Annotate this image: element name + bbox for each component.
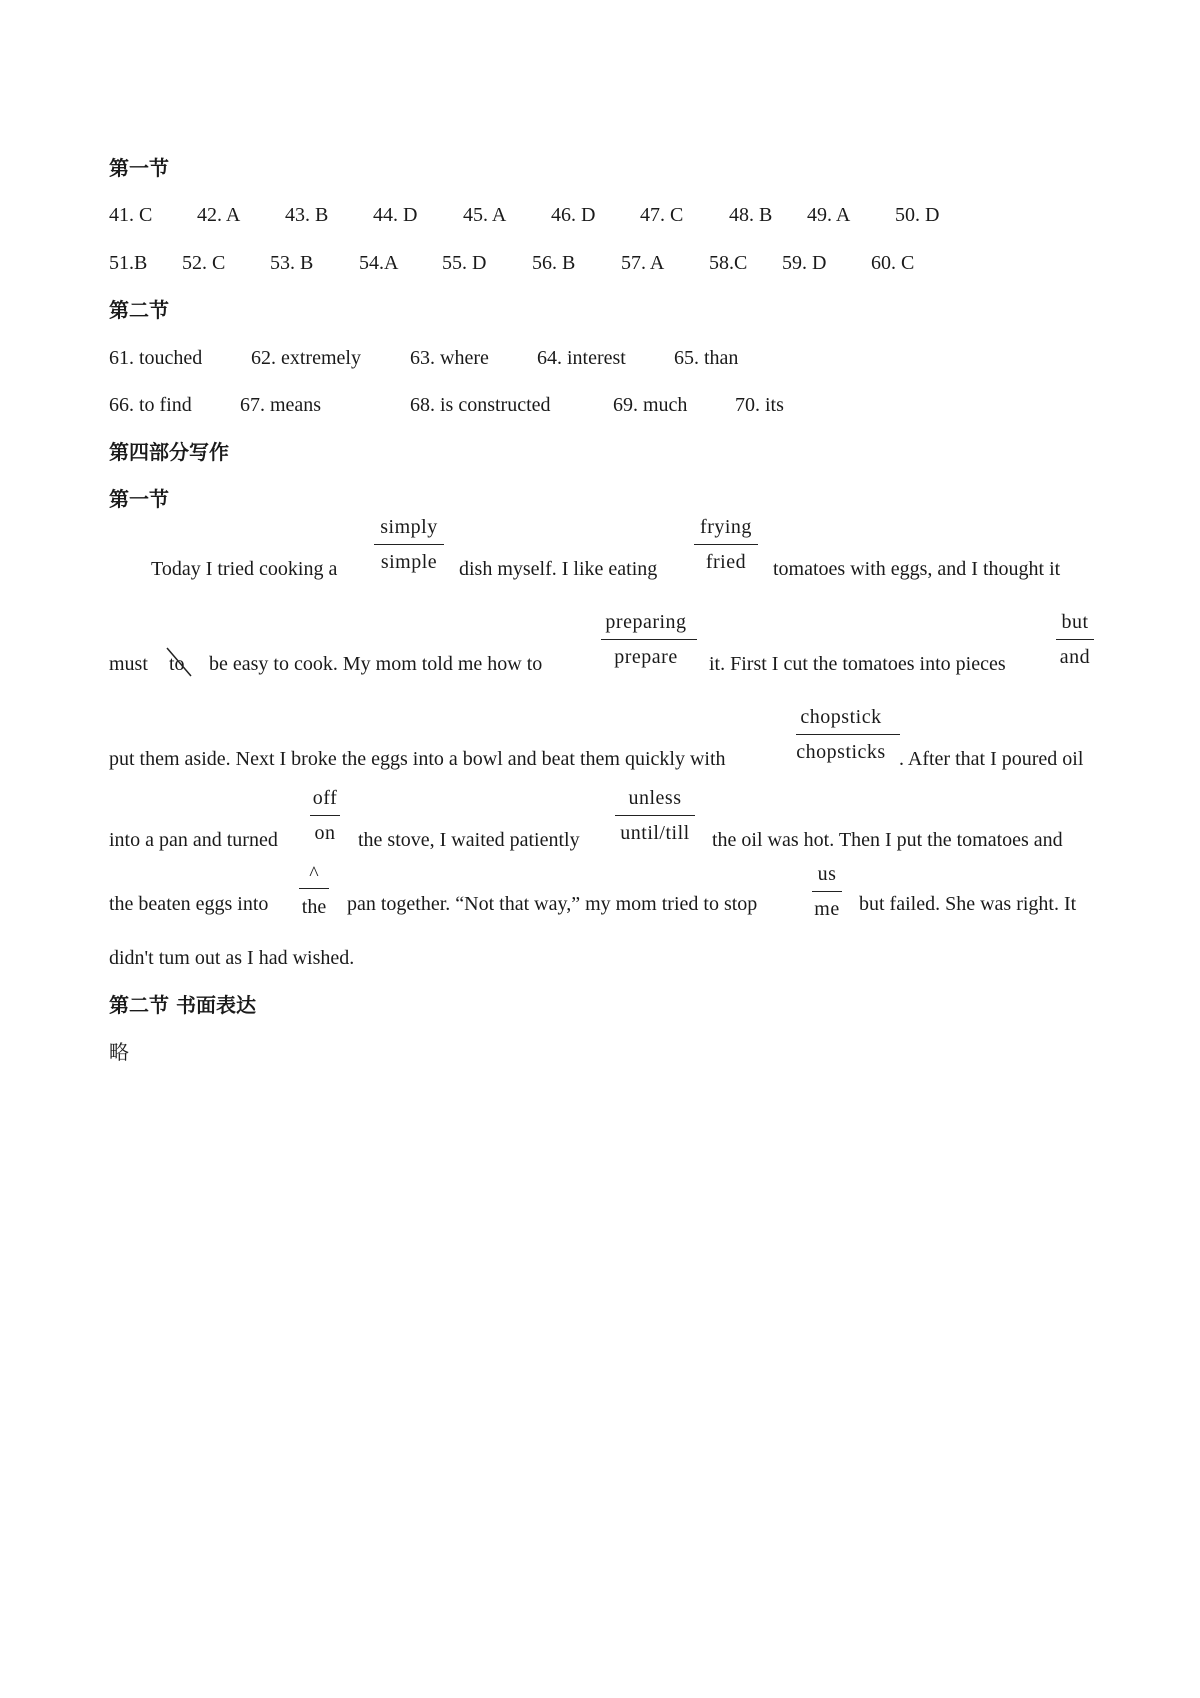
correction-right: simple xyxy=(380,551,438,573)
essay-text: be easy to cook. My mom told me how to xyxy=(209,653,543,675)
part-four-heading: 第四部分写作 xyxy=(109,440,229,464)
correction-chopstick-chopsticks xyxy=(796,705,886,764)
correction-bar xyxy=(374,544,444,545)
answer-48: 48. B xyxy=(729,204,773,226)
correction-wrong: but xyxy=(1061,611,1089,633)
answer-55: 55. D xyxy=(442,252,487,274)
omitted-note: 略 xyxy=(109,1040,129,1064)
correction-frying-fried xyxy=(681,515,771,574)
correction-right: and xyxy=(1059,646,1091,668)
section-heading-2: 第二节 xyxy=(109,298,169,322)
correction-wrong: us xyxy=(817,863,837,885)
correction-preparing-prepare xyxy=(601,610,691,669)
correction-bar xyxy=(812,891,842,892)
correction-bar xyxy=(615,815,695,816)
essay-text: the stove, I waited patiently xyxy=(358,829,580,851)
correction-right: on xyxy=(314,822,336,844)
answer-60: 60. C xyxy=(871,252,915,274)
answer-53: 53. B xyxy=(270,252,314,274)
correction-bar xyxy=(310,815,340,816)
correction-bar xyxy=(796,734,900,735)
section-heading-1: 第一节 xyxy=(109,156,169,180)
writing-section-heading: 第二节 书面表达 xyxy=(109,993,256,1017)
answer-56: 56. B xyxy=(532,252,576,274)
essay-text: Today I tried cooking a xyxy=(151,558,338,580)
answer-50: 50. D xyxy=(895,204,940,226)
answer-42: 42. A xyxy=(197,204,241,226)
essay-line-3 xyxy=(109,706,1094,771)
deleted-word-to xyxy=(169,652,185,676)
answer-68: 68. is constructed xyxy=(410,394,551,416)
correction-wrong: unless xyxy=(628,787,682,809)
answer-69: 69. much xyxy=(613,394,688,416)
essay-text: didn't tum out as I had wished. xyxy=(109,947,355,969)
answer-51: 51.B xyxy=(109,252,148,274)
answer-43: 43. B xyxy=(285,204,329,226)
correction-bar xyxy=(694,544,758,545)
correction-but-and xyxy=(1030,610,1120,669)
correction-wrong: simply xyxy=(380,516,438,538)
essay-text: the oil was hot. Then I put the tomatoes and xyxy=(712,829,1063,851)
correction-wrong: chopstick xyxy=(800,706,882,728)
correction-wrong: frying xyxy=(700,516,752,538)
correction-right: me xyxy=(814,898,840,920)
correction-bar xyxy=(1056,639,1094,640)
inserted-word: the xyxy=(301,896,327,918)
essay-text: must xyxy=(109,653,148,675)
answer-58: 58.C xyxy=(709,252,748,274)
essay-line-4 xyxy=(109,787,1094,852)
essay-text: it. First I cut the tomatoes into pieces xyxy=(709,653,1006,675)
answer-41: 41. C xyxy=(109,204,153,226)
correction-right: until/till xyxy=(620,822,690,844)
correction-off-on xyxy=(280,786,370,845)
correction-right: fried xyxy=(705,551,747,573)
essay-text: the beaten eggs into xyxy=(109,893,269,915)
answer-54: 54.A xyxy=(359,252,399,274)
answer-61: 61. touched xyxy=(109,347,203,369)
answer-65: 65. than xyxy=(674,347,739,369)
essay-text: pan together. “Not that way,” my mom tried to stop xyxy=(347,893,758,915)
insertion-mark-the xyxy=(294,862,334,919)
essay-line-2 xyxy=(109,611,1094,676)
answer-59: 59. D xyxy=(782,252,827,274)
essay-line-5 xyxy=(109,863,1094,920)
essay-text: but failed. She was right. It xyxy=(859,893,1077,915)
correction-unless-until xyxy=(610,786,700,845)
answer-63: 63. where xyxy=(410,347,489,369)
answer-44: 44. D xyxy=(373,204,418,226)
answer-67: 67. means xyxy=(240,394,322,416)
correction-wrong: preparing xyxy=(605,611,687,633)
answer-46: 46. D xyxy=(551,204,596,226)
correction-right: prepare xyxy=(614,646,678,668)
correction-bar xyxy=(601,639,697,640)
answer-45: 45. A xyxy=(463,204,507,226)
answer-62: 62. extremely xyxy=(251,347,361,369)
essay-line-6 xyxy=(109,946,1094,970)
essay-line-1 xyxy=(109,516,1094,581)
deletion-mark xyxy=(165,646,197,680)
answer-47: 47. C xyxy=(640,204,684,226)
correction-bar xyxy=(299,888,329,889)
answer-49: 49. A xyxy=(807,204,851,226)
essay-text: into a pan and turned xyxy=(109,829,278,851)
essay-text: . After that I poured oil xyxy=(899,748,1084,770)
essay-text: tomatoes with eggs, and I thought it xyxy=(773,558,1061,580)
answer-66: 66. to find xyxy=(109,394,192,416)
answer-52: 52. C xyxy=(182,252,226,274)
correction-wrong: off xyxy=(312,787,338,809)
correction-right: chopsticks xyxy=(796,741,886,763)
answer-70: 70. its xyxy=(735,394,784,416)
answer-57: 57. A xyxy=(621,252,665,274)
deleted-word: to xyxy=(169,653,185,675)
insertion-caret: ^ xyxy=(309,863,319,885)
answer-64: 64. interest xyxy=(537,347,626,369)
correction-simply-simple xyxy=(364,515,454,574)
essay-text: dish myself. I like eating xyxy=(459,558,658,580)
essay-text: put them aside. Next I broke the eggs into a bowl and beat them quickly with xyxy=(109,748,726,770)
section-heading-1b: 第一节 xyxy=(109,487,169,511)
